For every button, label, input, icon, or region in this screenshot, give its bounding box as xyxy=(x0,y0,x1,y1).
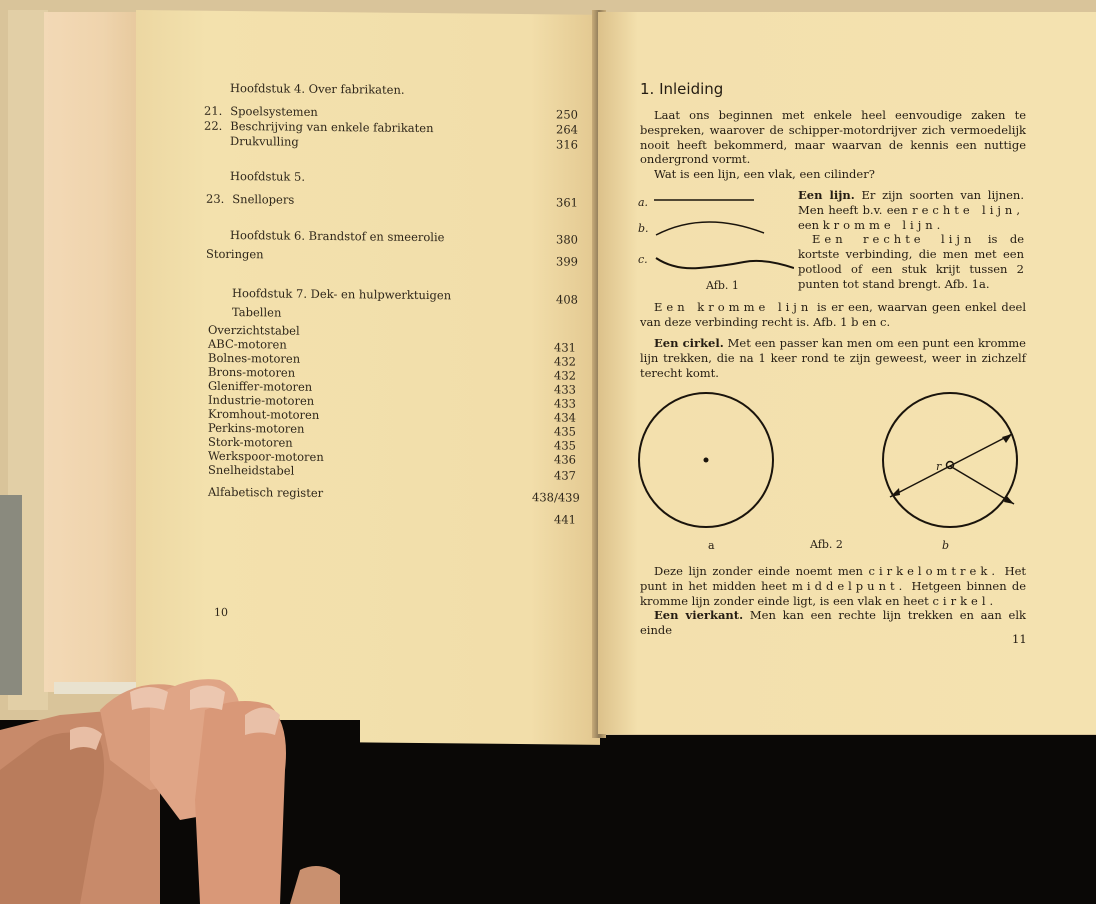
dot-leader xyxy=(308,146,548,149)
cirkel-paragraph: Een cirkel. Met een passer kan men om een punt een kromme lijn trekken, die na 1 keer rond te zijn geweest, weer in zichzelf terecht komt. xyxy=(640,336,1026,380)
dot-leader xyxy=(320,408,546,410)
dot-leader xyxy=(328,422,546,424)
toc-entry: 23. Snellopers xyxy=(206,191,295,207)
toc-page: 408 xyxy=(556,292,578,307)
toc-entry: Perkins-motoren xyxy=(208,420,305,436)
tabellen-heading: Tabellen xyxy=(232,305,282,320)
toc-entry: Storingen xyxy=(206,246,264,262)
toc-entry: Overzichtstabel xyxy=(208,322,300,338)
left-page xyxy=(136,10,600,745)
toc-page: 438/439 xyxy=(532,490,580,505)
omtrek-paragraph: Deze lijn zonder einde noemt men cirkelomtrek. Het punt in het midden heet middelpunt. Hetgeen binnen de kromme lijn zonder einde ligt, is een vlak en heet cirkel. Een vierkant. Men kan een rechte lijn trekken en aan elk einde xyxy=(640,564,1027,638)
fig1-caption: Afb. 1 xyxy=(706,279,739,292)
arrow-head xyxy=(1002,434,1012,443)
toc-page: 380 xyxy=(556,232,578,247)
toc-entry: 21. Spoelsystemen xyxy=(204,103,318,119)
toc-entry: Werkspoor-motoren xyxy=(208,448,324,464)
fig1-label-b: b. xyxy=(638,222,649,235)
dot-leader xyxy=(308,450,546,452)
dot-leader xyxy=(330,500,526,502)
intro-paragraph: Laat ons beginnen met enkele heel eenvoudige zaken te bespreken, waarover de schipper-motordrijver zich vermoedelijk nooit heeft bekommerd, maar waarvan de kennis een nuttige ondergrond vormt. Wat is een lijn, een vlak, een cilinder? xyxy=(640,108,1026,182)
tables-list xyxy=(208,322,580,527)
toc-page: 316 xyxy=(556,137,578,152)
toc-page: 250 xyxy=(556,107,578,122)
dot-leader xyxy=(300,338,546,341)
toc-page: 432 xyxy=(554,354,576,369)
lijn-paragraph: Een lijn. Er zijn soorten van lijnen. Men heeft b.v. een rechte lijn, een kromme lijn. Een rechte lijn is de kortste verbinding, die men met een potlood of een stuk krijt tussen 2 punten tot stand brengt. Afb. 1a. xyxy=(798,188,1025,291)
dot-leader xyxy=(300,352,546,355)
page-number: 11 xyxy=(1012,632,1027,646)
dot-leader xyxy=(314,478,546,480)
page-stack xyxy=(44,12,142,692)
toc-entry: Stork-motoren xyxy=(208,434,293,450)
dot-leader xyxy=(300,380,546,383)
toc-page: 432 xyxy=(554,368,576,383)
toc-page: 436 xyxy=(554,452,576,467)
fig1-label-a: a. xyxy=(638,196,649,209)
right-page xyxy=(598,12,1096,734)
dot-leader xyxy=(452,300,548,301)
kromme-paragraph: Een kromme lijn is er een, waarvan geen enkel deel van deze verbinding recht is. Afb. 1 b en c. xyxy=(640,300,1027,329)
chapter-4-heading: Hoofdstuk 4. Over fabrikaten. xyxy=(230,80,405,97)
chapter-6-heading: Hoofdstuk 6. Brandstof en smeerolie xyxy=(230,227,445,245)
fig1-label-c: c. xyxy=(638,253,648,266)
toc-entry: Drukvulling xyxy=(230,133,299,149)
page-number: 10 xyxy=(214,605,228,619)
toc-entry: Industrie-motoren xyxy=(208,392,315,408)
fig2-label-b: b xyxy=(942,539,950,552)
diameter-line xyxy=(890,434,1012,497)
figure-2-circles xyxy=(634,392,1034,552)
dot-leader xyxy=(266,259,548,262)
toc-entry: Snelheidstabel xyxy=(208,462,295,478)
toc-page: 433 xyxy=(554,396,576,411)
dot-leader xyxy=(314,116,548,118)
dot-leader xyxy=(334,464,546,466)
toc-page: 437 xyxy=(554,468,576,483)
toc-page: 264 xyxy=(556,122,578,137)
table-edge xyxy=(0,495,22,695)
toc-page: 434 xyxy=(554,410,576,425)
toc-page: 433 xyxy=(554,382,576,397)
section-heading: 1. Inleiding xyxy=(640,80,724,98)
dot-leader xyxy=(438,242,548,243)
toc-page: 435 xyxy=(554,438,576,453)
toc-page: 399 xyxy=(556,254,578,269)
center-point xyxy=(704,458,709,463)
chapter-5-heading: Hoofdstuk 5. xyxy=(230,168,306,184)
toc-page: 435 xyxy=(554,424,576,439)
dot-leader xyxy=(320,394,546,396)
dot-leader xyxy=(426,132,548,133)
hand-holding-page xyxy=(0,670,360,904)
toc-entry: Bolnes-motoren xyxy=(208,350,301,366)
radius-line xyxy=(950,466,1014,504)
toc-page: 441 xyxy=(554,512,576,527)
dot-leader xyxy=(300,366,546,369)
toc-entry: 22. Beschrijving van enkele fabrikaten xyxy=(204,118,434,136)
wavy-line xyxy=(656,258,794,268)
figure-1-lines xyxy=(634,190,794,290)
dot-leader xyxy=(320,436,546,438)
toc-entry: Alfabetisch register xyxy=(208,484,324,500)
toc-entry: Brons-motoren xyxy=(208,364,296,380)
toc-page: 431 xyxy=(554,340,576,355)
chapter-7-heading: Hoofdstuk 7. Dek- en hulpwerktuigen xyxy=(232,286,452,303)
toc-entry: Gleniffer-motoren xyxy=(208,378,313,394)
toc-page: 361 xyxy=(556,195,578,210)
circle-b xyxy=(883,393,1017,527)
curved-line xyxy=(656,222,764,235)
toc-entry: Kromhout-motoren xyxy=(208,406,320,422)
dot-leader xyxy=(288,204,548,207)
fig2-caption: Afb. 2 xyxy=(810,538,843,551)
fig2-label-a: a xyxy=(708,539,715,552)
radius-label: r xyxy=(936,460,942,473)
toc-entry: ABC-motoren xyxy=(208,336,287,352)
